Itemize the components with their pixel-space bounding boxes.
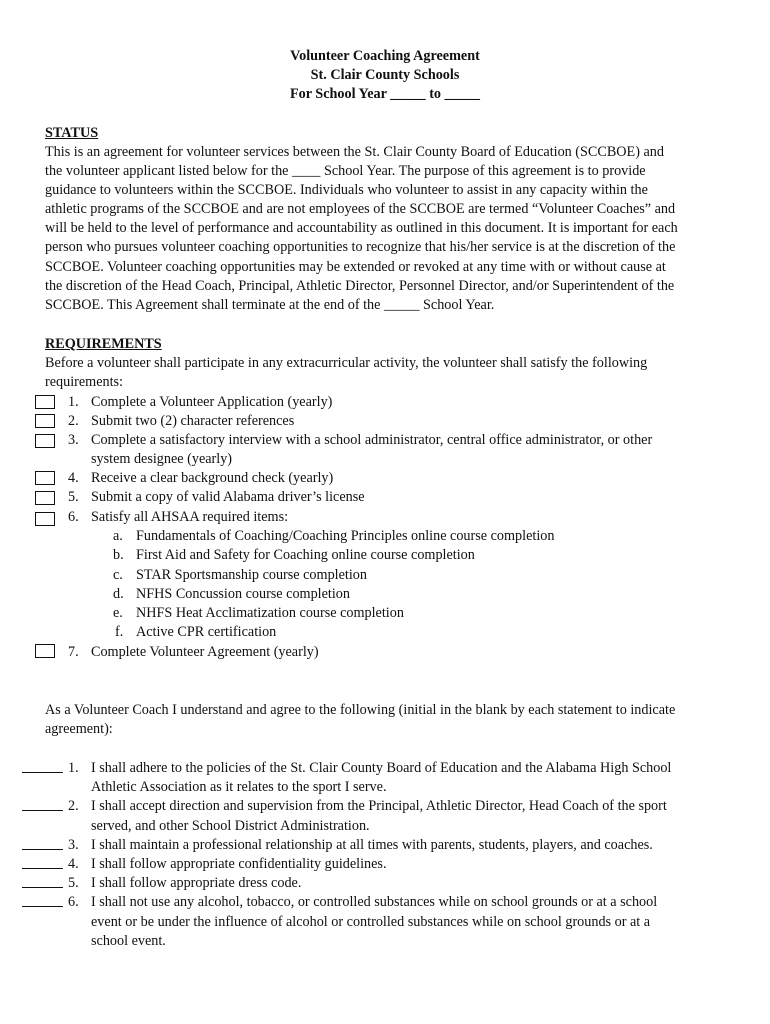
school-year-line: For School Year _____ to _____ [289,86,481,102]
requirements-heading: REQUIREMENTS [45,336,162,352]
status-paragraph-line: guidance to volunteers within the SCCBOE. Individuals who volunteer to assist in any capacity within the [45,182,648,198]
subitem-text: First Aid and Safety for Coaching online course completion [136,547,475,563]
requirements-intro-line: Before a volunteer shall participate in any extracurricular activity, the volunteer shall satisfy the following [45,355,648,371]
requirement-checkbox-6[interactable] [35,512,55,526]
requirement-checkbox-2[interactable] [35,414,55,428]
requirement-text: Submit two (2) character references [91,413,295,429]
statement-text: I shall follow appropriate dress code. [91,875,302,891]
statement-number: 3. [68,837,79,853]
status-paragraph-line: will be held to the level of performance and accountability as outlined in this document. It is important for each [45,220,678,236]
initial-blank-4[interactable] [22,868,63,869]
school-district-name: St. Clair County Schools [310,67,460,83]
statement-text: I shall adhere to the policies of the St. Clair County Board of Education and the Alabama High School [91,760,672,776]
requirement-checkbox-5[interactable] [35,491,55,505]
requirement-text-continued: system designee (yearly) [91,451,233,467]
statement-number: 2. [68,798,79,814]
initial-blank-5[interactable] [22,887,63,888]
requirement-checkbox-4[interactable] [35,471,55,485]
statement-number: 5. [68,875,79,891]
subitem-text: NHFS Heat Acclimatization course completion [136,605,404,621]
requirement-text: Complete a Volunteer Application (yearly) [91,394,333,410]
statement-number: 4. [68,856,79,872]
subitem-letter: f. [115,624,124,640]
requirement-text: Satisfy all AHSAA required items: [91,509,289,525]
initial-blank-3[interactable] [22,849,63,850]
requirement-number: 6. [68,509,79,525]
statement-number: 1. [68,760,79,776]
requirement-text: Complete a satisfactory interview with a school administrator, central office administrator, or other [91,432,653,448]
status-paragraph-line: athletic programs of the SCCBOE and are not employees of the SCCBOE are termed “Volunteer Coaches” and [45,201,676,217]
requirement-number: 4. [68,470,79,486]
subitem-text: Fundamentals of Coaching/Coaching Principles online course completion [136,528,555,544]
statement-text-continued: event or be under the influence of alcohol or controlled substances while on school grounds or at a [91,914,651,930]
status-paragraph-line: the volunteer applicant listed below for the ____ School Year. The purpose of this agreement is to provide [45,163,646,179]
status-paragraph-line: SCCBOE. This Agreement shall terminate at the end of the _____ School Year. [45,297,495,313]
statement-text-continued: served, and other School District Administration. [91,818,370,834]
requirement-text: Submit a copy of valid Alabama driver’s license [91,489,365,505]
initial-blank-2[interactable] [22,810,63,811]
statement-text: I shall follow appropriate confidentiality guidelines. [91,856,387,872]
requirement-number: 5. [68,489,79,505]
requirement-checkbox-1[interactable] [35,395,55,409]
status-heading: STATUS [45,125,99,141]
agreement-intro-line: agreement): [45,721,113,737]
statement-text-continued: Athletic Association as it relates to the sport I serve. [91,779,387,795]
requirement-text: Receive a clear background check (yearly) [91,470,334,486]
requirement-checkbox-3[interactable] [35,434,55,448]
subitem-text: Active CPR certification [136,624,277,640]
requirement-number: 7. [68,644,79,660]
requirement-checkbox-7[interactable] [35,644,55,658]
status-paragraph-line: the discretion of the Head Coach, Principal, Athletic Director, Personnel Director, and/or Superintendent of the [45,278,675,294]
subitem-letter: e. [113,605,123,621]
subitem-letter: d. [113,586,124,602]
requirement-number: 2. [68,413,79,429]
requirement-number: 1. [68,394,79,410]
statement-text: I shall accept direction and supervision from the Principal, Athletic Director, Head Coach of the sport [91,798,667,814]
document-title: Volunteer Coaching Agreement [290,48,480,64]
initial-blank-6[interactable] [22,906,63,907]
statement-number: 6. [68,894,79,910]
status-paragraph-line: SCCBOE. Volunteer coaching opportunities may be extended or revoked at any time with or without cause at [45,259,666,275]
subitem-text: STAR Sportsmanship course completion [136,567,367,583]
statement-text: I shall not use any alcohol, tobacco, or controlled substances while on school grounds or at a school [91,894,658,910]
agreement-intro-line: As a Volunteer Coach I understand and agree to the following (initial in the blank by each statement to indicate [45,702,676,718]
requirement-number: 3. [68,432,79,448]
subitem-letter: b. [113,547,124,563]
subitem-text: NFHS Concussion course completion [136,586,350,602]
requirements-intro-line: requirements: [45,374,124,390]
initial-blank-1[interactable] [22,772,63,773]
subitem-letter: a. [113,528,123,544]
status-paragraph-line: person who pursues volunteer coaching opportunities to recognize that his/her service is at the discretion of the [45,239,676,255]
statement-text: I shall maintain a professional relationship at all times with parents, students, players, and coaches. [91,837,653,853]
requirement-text: Complete Volunteer Agreement (yearly) [91,644,319,660]
statement-text-continued: school event. [91,933,166,949]
status-paragraph-line: This is an agreement for volunteer services between the St. Clair County Board of Education (SCCBOE) and [45,144,664,160]
subitem-letter: c. [113,567,123,583]
